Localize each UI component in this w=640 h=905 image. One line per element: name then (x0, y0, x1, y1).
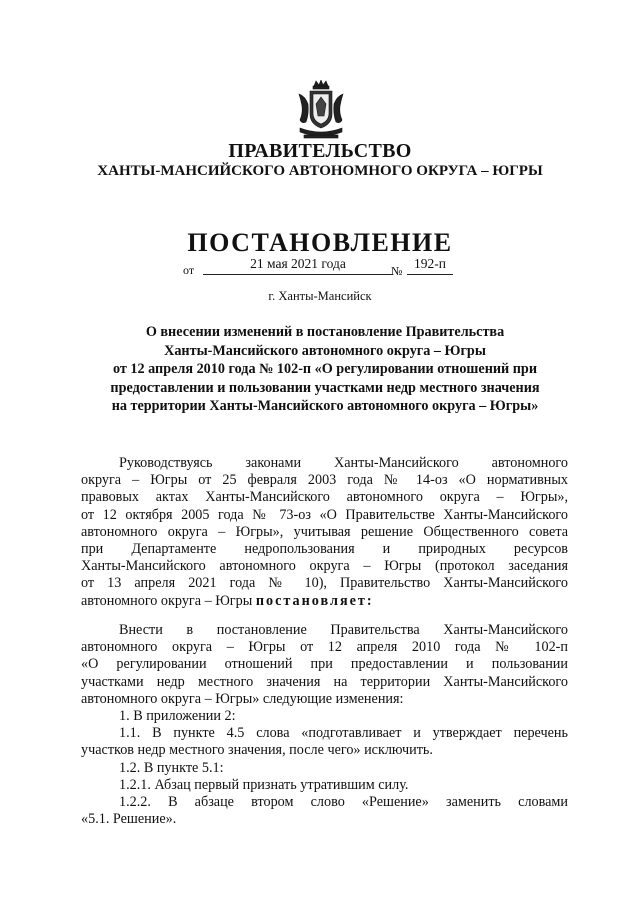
title-line: на территории Ханты-Мансийского автономного округа – Югры» (111, 398, 539, 415)
title-line: Ханты-Мансийского автономного округа – Югры (164, 342, 486, 359)
decree-number: 192-п (407, 256, 453, 275)
decree-date: 21 мая 2021 года (203, 256, 393, 275)
preamble-paragraph (81, 455, 568, 610)
from-label: от (183, 263, 195, 277)
amendments-section (81, 622, 568, 828)
text-line: от 12 октября 2005 года № 73-оз «О Правительстве Ханты-Мансийского (81, 506, 568, 523)
text-line: при Департаменте недропользования и природных ресурсов (81, 541, 568, 558)
amendment-item: 1.1. В пункте 4.5 слова «подготавливает и утверждает перечень (119, 725, 568, 742)
text-line: «О регулировании отношений при предоставлении и пользовании (81, 656, 568, 673)
text-line: автономного округа – Югры от 12 апреля 2010 года № 102-п (81, 639, 568, 656)
coat-of-arms-icon (296, 80, 346, 142)
amendment-item: 1.2.1. Абзац первый признать утратившим силу. (119, 776, 409, 793)
text-line: округа – Югры от 25 февраля 2003 года № 14-оз «О нормативных (81, 472, 568, 489)
org-name-line2: ХАНТЫ-МАНСИЙСКОГО АВТОНОМНОГО ОКРУГА – ЮГРЫ (97, 163, 543, 179)
org-name-line1: ПРАВИТЕЛЬСТВО (228, 140, 412, 162)
text-line: автономного округа – Югры» следующие изменения: (81, 690, 404, 707)
text-line: участками недр местного значения на территории Ханты-Мансийского (81, 673, 568, 690)
text-line: Внести в постановление Правительства Ханты-Мансийского (119, 622, 568, 638)
text-line: участков недр местного значения, после чего» исключить. (81, 742, 433, 759)
amendment-item: 1.2.2. В абзаце втором слово «Решение» заменить словами (119, 794, 568, 811)
number-label: № (391, 264, 403, 278)
text-line: правовых актах Ханты-Мансийского автономного округа – Югры», (81, 489, 568, 506)
text-fragment: автономного округа – Югры (81, 592, 256, 609)
decree-title (90, 323, 560, 416)
text-line (81, 593, 568, 610)
decree-city: г. Ханты-Мансийск (268, 289, 372, 303)
title-line: предоставлении и пользовании участками недр местного значения (110, 379, 540, 396)
text-line: автономного округа – Югры», учитывая решение Общественного совета (81, 523, 568, 540)
text-line: Ханты-Мансийского автономного округа – Югры (протокол заседания (81, 558, 568, 575)
title-line: О внесении изменений в постановление Правительства (145, 324, 505, 340)
amendment-item: 1. В приложении 2: (119, 708, 236, 725)
text-line: от 13 апреля 2021 года № 10), Правительство Ханты-Мансийского (81, 575, 568, 592)
text-line: «5.1. Решение». (81, 811, 177, 828)
decree-type: ПОСТАНОВЛЕНИЕ (187, 228, 453, 257)
title-line: от 12 апреля 2010 года № 102-п «О регулировании отношений при (112, 361, 538, 378)
decree-date-line (183, 257, 473, 281)
text-line: Руководствуясь законами Ханты-Мансийского автономного (119, 455, 568, 471)
decision-word: постановляет: (255, 592, 374, 609)
amendment-item: 1.2. В пункте 5.1: (119, 759, 224, 776)
